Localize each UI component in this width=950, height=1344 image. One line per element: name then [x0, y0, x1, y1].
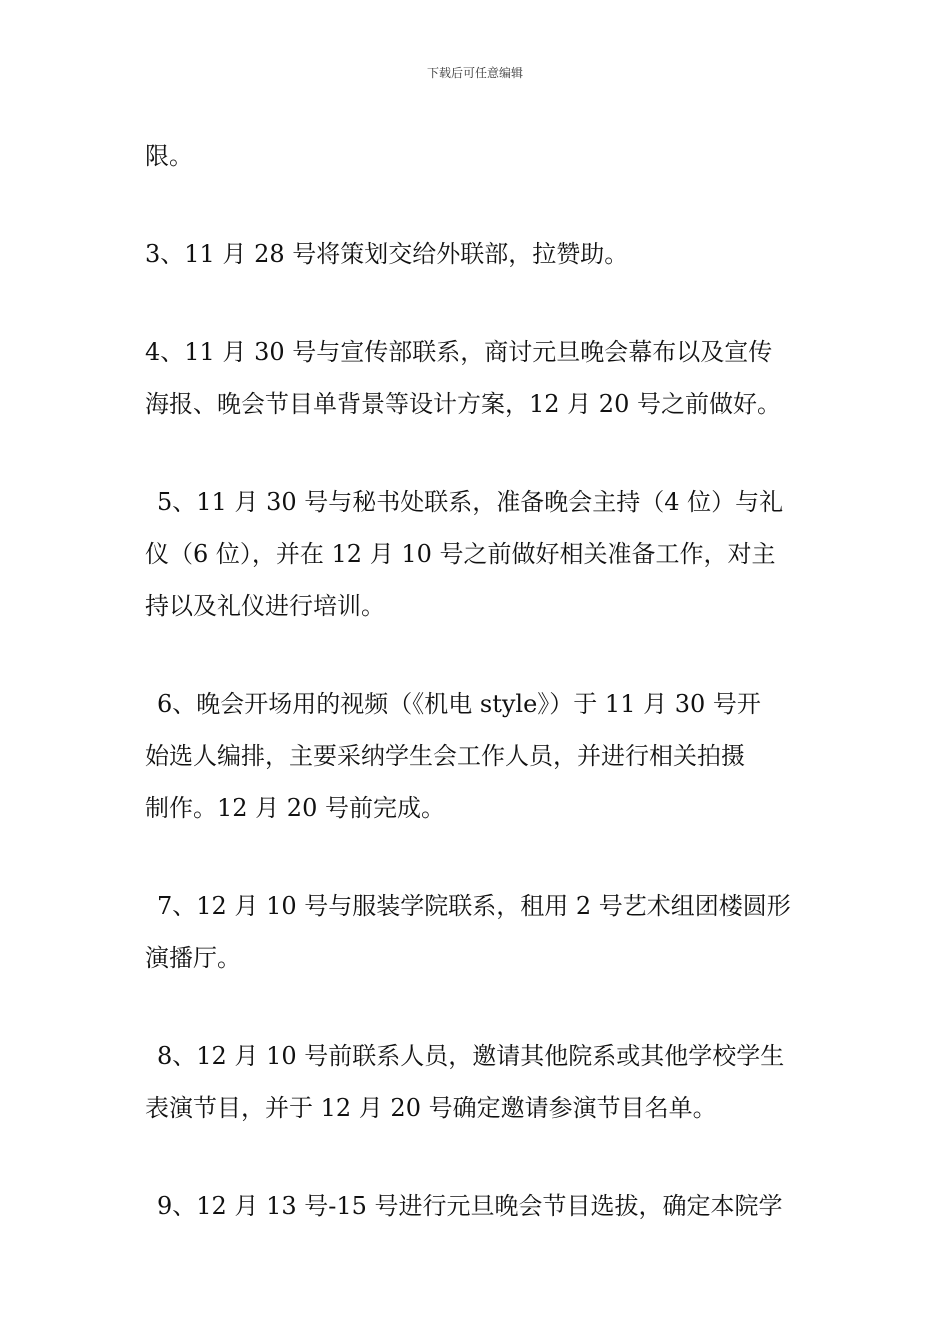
paragraph-item-8 [145, 1030, 810, 1134]
paragraph-line: 4、11 月 30 号与宣传部联系，商讨元旦晚会幕布以及宣传 [145, 338, 773, 366]
paragraph-item-4 [145, 326, 810, 430]
paragraph-item-3 [145, 228, 810, 280]
paragraph-line: 限。 [145, 142, 193, 170]
paragraph-1 [145, 130, 810, 182]
paragraph-line: 始选人编排，主要采纳学生会工作人员，并进行相关拍摄 [145, 742, 745, 770]
document-body [145, 130, 810, 1278]
paragraph-line: 5、11 月 30 号与秘书处联系，准备晚会主持（4 位）与礼 [157, 488, 784, 516]
paragraph-item-5 [145, 476, 810, 632]
paragraph-line: 7、12 月 10 号与服装学院联系，租用 2 号艺术组团楼圆形 [157, 892, 791, 920]
paragraph-line: 演播厅。 [145, 944, 241, 972]
paragraph-line: 6、晚会开场用的视频（《机电 style》）于 11 月 30 号开 [157, 690, 761, 718]
paragraph-line: 3、11 月 28 号将策划交给外联部，拉赞助。 [145, 240, 629, 268]
paragraph-item-6 [145, 678, 810, 834]
paragraph-line: 海报、晚会节目单背景等设计方案，12 月 20 号之前做好。 [145, 390, 781, 418]
paragraph-line: 9、12 月 13 号-15 号进行元旦晚会节目选拔，确定本院学 [157, 1192, 783, 1220]
page-header: 下载后可任意编辑 [426, 66, 523, 80]
paragraph-line: 持以及礼仪进行培训。 [145, 592, 385, 620]
paragraph-item-7 [145, 880, 810, 984]
paragraph-line: 制作。12 月 20 号前完成。 [145, 794, 445, 822]
paragraph-item-9 [145, 1180, 810, 1232]
paragraph-line: 仪（6 位），并在 12 月 10 号之前做好相关准备工作，对主 [145, 540, 776, 568]
paragraph-line: 表演节目，并于 12 月 20 号确定邀请参演节目名单。 [145, 1094, 717, 1122]
paragraph-line: 8、12 月 10 号前联系人员，邀请其他院系或其他学校学生 [157, 1042, 785, 1070]
